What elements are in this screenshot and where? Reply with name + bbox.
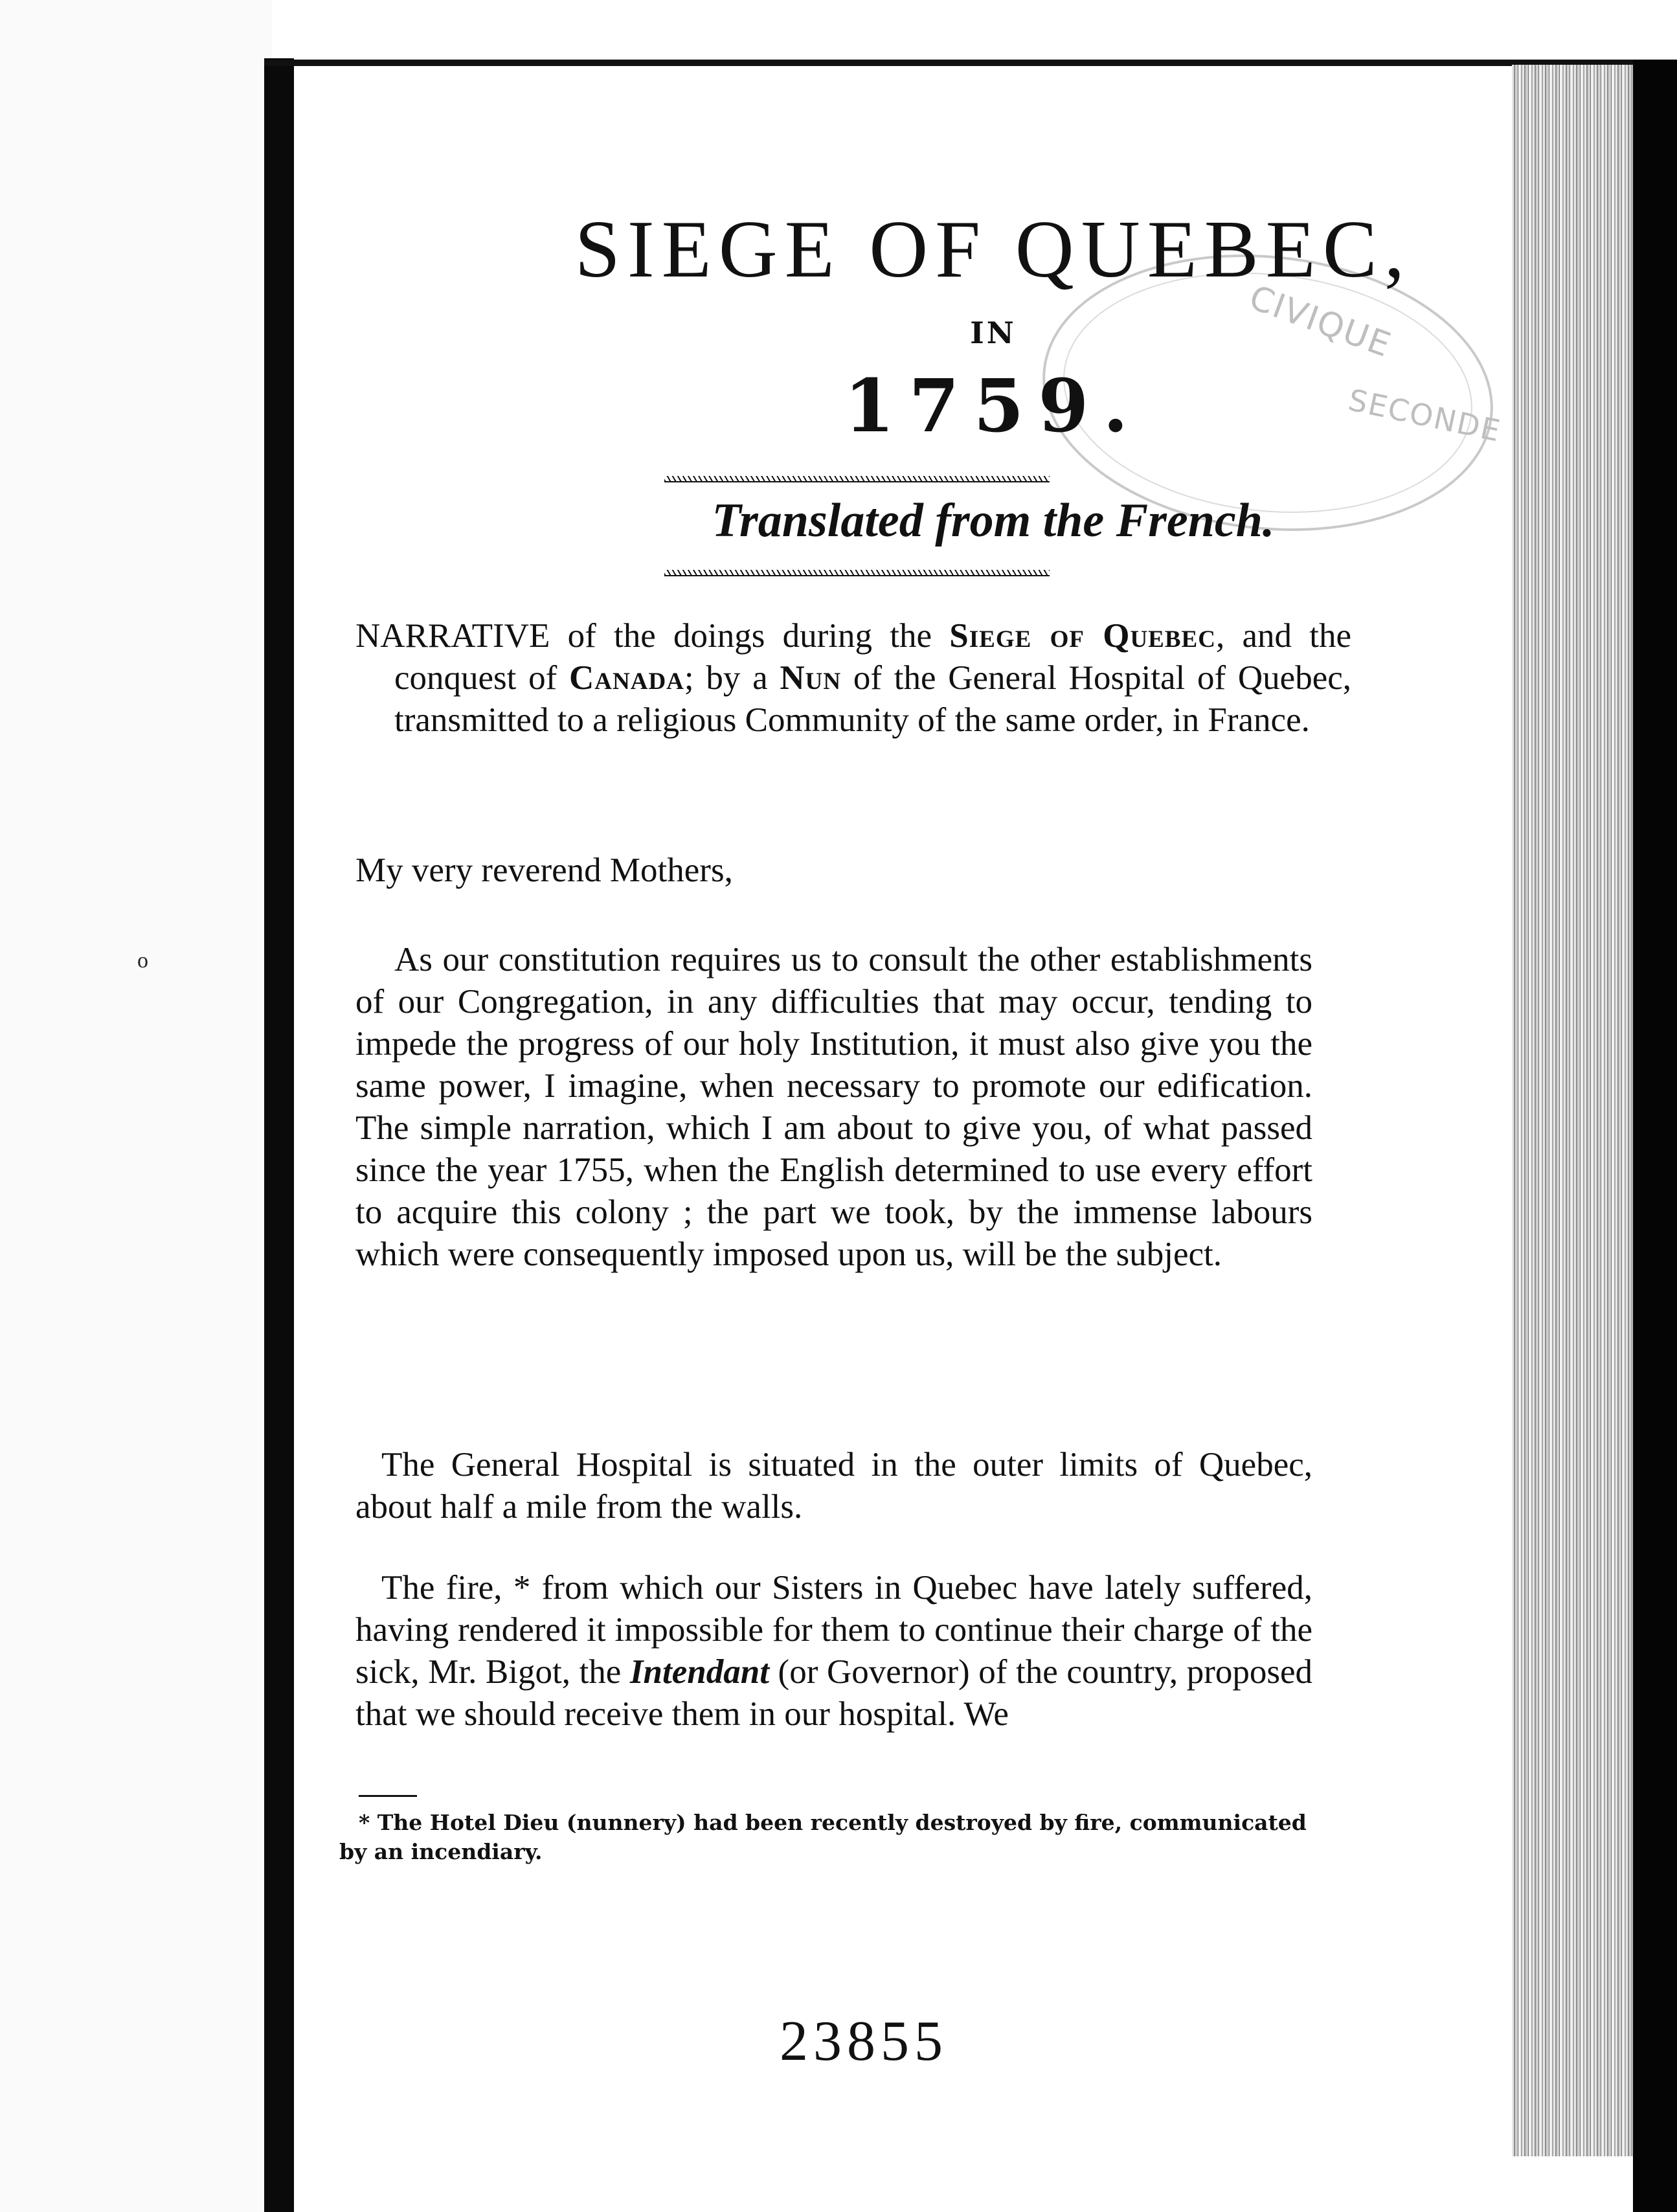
ornamental-rule-top [664, 476, 1050, 482]
subtitle: Translated from the French. [712, 494, 1275, 547]
title-year: 1759. [844, 364, 1143, 449]
narrative-text-1: of the doings during the [550, 617, 950, 655]
body-paragraph-3 [355, 1567, 1312, 1735]
salutation: My very reverend Mothers, [355, 852, 733, 889]
narrative-siege: Siege of Quebec [949, 617, 1216, 655]
signature-number: 23855 [780, 2010, 948, 2073]
body-paragraph-1: As our constitution requires us to consult the other establishments of our Congregation, in any difficulties that may occur, tending to impede the progress of our holy Institution, it must also give you the same power, I imagine, when necessary to promote our edification. The simple narration, which I am about to give you, of what passed since the year 1755, when the English determined to use every effort to acquire this colony ; the part we took, by the immense labours which were consequently imposed upon us, will be the subject. [355, 941, 1312, 1273]
scan-top-edge [264, 60, 1656, 66]
margin-mark: o [137, 949, 148, 973]
book-gutter [264, 58, 294, 2212]
para3-text-2: (or Governor) of the country, proposed that we should receive them in our hospital. We [355, 1653, 1312, 1733]
page-title: SIEGE OF QUEBEC, [574, 205, 1412, 295]
narrative-nun: Nun [780, 659, 842, 697]
narrative-text-2: , and the conquest of [394, 617, 1351, 697]
left-blank-page [0, 0, 272, 2212]
narrative-lead: NARRATIVE [355, 617, 550, 655]
stamp-text-line2: SECONDE [1345, 382, 1505, 449]
para3-intendant: Intendant [629, 1653, 769, 1691]
footnote-rule [359, 1795, 417, 1797]
narrative-paragraph [355, 615, 1351, 741]
ornamental-rule-bottom [664, 570, 1050, 576]
narrative-text-3: ; by a [684, 659, 780, 697]
title-in: IN [970, 315, 1017, 350]
scan-right-edge [1633, 60, 1677, 2212]
footnote: * The Hotel Dieu (nunnery) had been recently destroyed by fire, communicated by an incendiary. [339, 1810, 1307, 1864]
narrative-canada: Canada [569, 659, 684, 697]
narrative-text-4: of the General Hospital of Quebec, transmitted to a religious Community of the same order, in France. [394, 659, 1351, 739]
body-paragraph-2: The General Hospital is situated in the outer limits of Quebec, about half a mile from the walls. [355, 1446, 1312, 1526]
book-page [294, 66, 1511, 2212]
stamp-text-line1: CIVIQUE [1244, 278, 1397, 366]
para3-text-1: The fire, * from which our Sisters in Quebec have lately suffered, having rendered it impossible for them to continue their charge of the sick, Mr. Bigot, the [355, 1569, 1312, 1691]
